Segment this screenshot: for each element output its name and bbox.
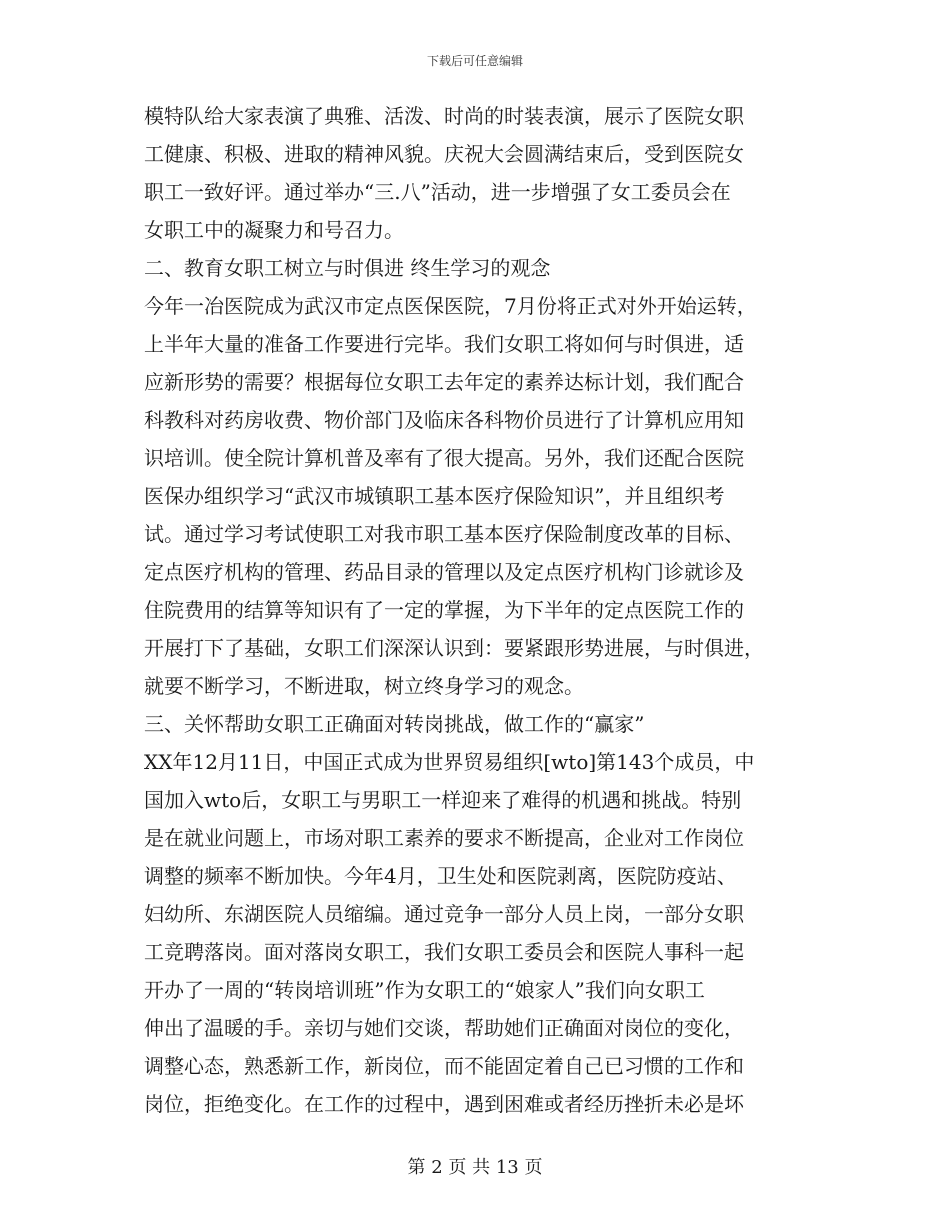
text-line: 住院费用的结算等知识有了一定的掌握，为下半年的定点医院工作的 bbox=[144, 598, 744, 622]
text-line: 科教科对药房收费、物价部门及临床各科物价员进行了计算机应用知 bbox=[144, 408, 744, 432]
text-line: 今年一冶医院成为武汉市定点医保医院，7月份将正式对外开始运转， bbox=[144, 294, 757, 318]
text-line: 女职工中的凝聚力和号召力。 bbox=[144, 218, 404, 242]
text-line: 调整心态，熟悉新工作，新岗位，而不能固定着自己已习惯的工作和 bbox=[144, 1054, 744, 1078]
text-line: 工竞聘落岗。面对落岗女职工，我们女职工委员会和医院人事科一起 bbox=[144, 940, 744, 964]
page-footer: 第 2 页 共 13 页 bbox=[407, 1157, 543, 1178]
text-line: XX年12月11日，中国正式成为世界贸易组织[wto]第143个成员，中 bbox=[144, 750, 755, 774]
text-line: 职工一致好评。通过举办“三.八”活动，进一步增强了女工委员会在 bbox=[144, 180, 731, 204]
text-line: 应新形势的需要？根据每位女职工去年定的素养达标计划，我们配合 bbox=[144, 370, 744, 394]
text-line: 妇幼所、东湖医院人员缩编。通过竞争一部分人员上岗，一部分女职 bbox=[144, 902, 744, 926]
text-line: 医保办组织学习“武汉市城镇职工基本医疗保险知识”，并且组织考 bbox=[144, 484, 725, 508]
text-line: 开展打下了基础，女职工们深深认识到：要紧跟形势进展，与时俱进， bbox=[144, 636, 764, 660]
text-line: 调整的频率不断加快。今年4月，卫生处和医院剥离，医院防疫站、 bbox=[144, 864, 737, 888]
text-line: 工健康、积极、进取的精神风貌。庆祝大会圆满结束后，受到医院女 bbox=[144, 142, 744, 166]
page-header: 下载后可任意编辑 bbox=[426, 54, 523, 68]
text-line: 定点医疗机构的管理、药品目录的管理以及定点医疗机构门诊就诊及 bbox=[144, 560, 744, 584]
section-heading: 三、关怀帮助女职工正确面对转岗挑战，做工作的“赢家” bbox=[144, 712, 645, 736]
text-line: 国加入wto后，女职工与男职工一样迎来了难得的机遇和挑战。特别 bbox=[144, 788, 742, 812]
text-line: 开办了一周的“转岗培训班”作为女职工的“娘家人”我们向女职工 bbox=[144, 978, 705, 1002]
text-line: 就要不断学习，不断进取，树立终身学习的观念。 bbox=[144, 674, 584, 698]
section-heading: 二、教育女职工树立与时俱进 终生学习的观念 bbox=[144, 256, 551, 280]
text-line: 岗位，拒绝变化。在工作的过程中，遇到困难或者经历挫折未必是坏 bbox=[144, 1092, 744, 1116]
document-body bbox=[144, 97, 809, 1123]
text-line: 伸出了温暖的手。亲切与她们交谈，帮助她们正确面对岗位的变化， bbox=[144, 1016, 744, 1040]
text-line: 试。通过学习考试使职工对我市职工基本医疗保险制度改革的目标、 bbox=[144, 522, 744, 546]
text-line: 模特队给大家表演了典雅、活泼、时尚的时装表演，展示了医院女职 bbox=[144, 104, 744, 128]
text-line: 识培训。使全院计算机普及率有了很大提高。另外，我们还配合医院 bbox=[144, 446, 744, 470]
text-line: 上半年大量的准备工作要进行完毕。我们女职工将如何与时俱进，适 bbox=[144, 332, 744, 356]
text-line: 是在就业问题上，市场对职工素养的要求不断提高，企业对工作岗位 bbox=[144, 826, 744, 850]
